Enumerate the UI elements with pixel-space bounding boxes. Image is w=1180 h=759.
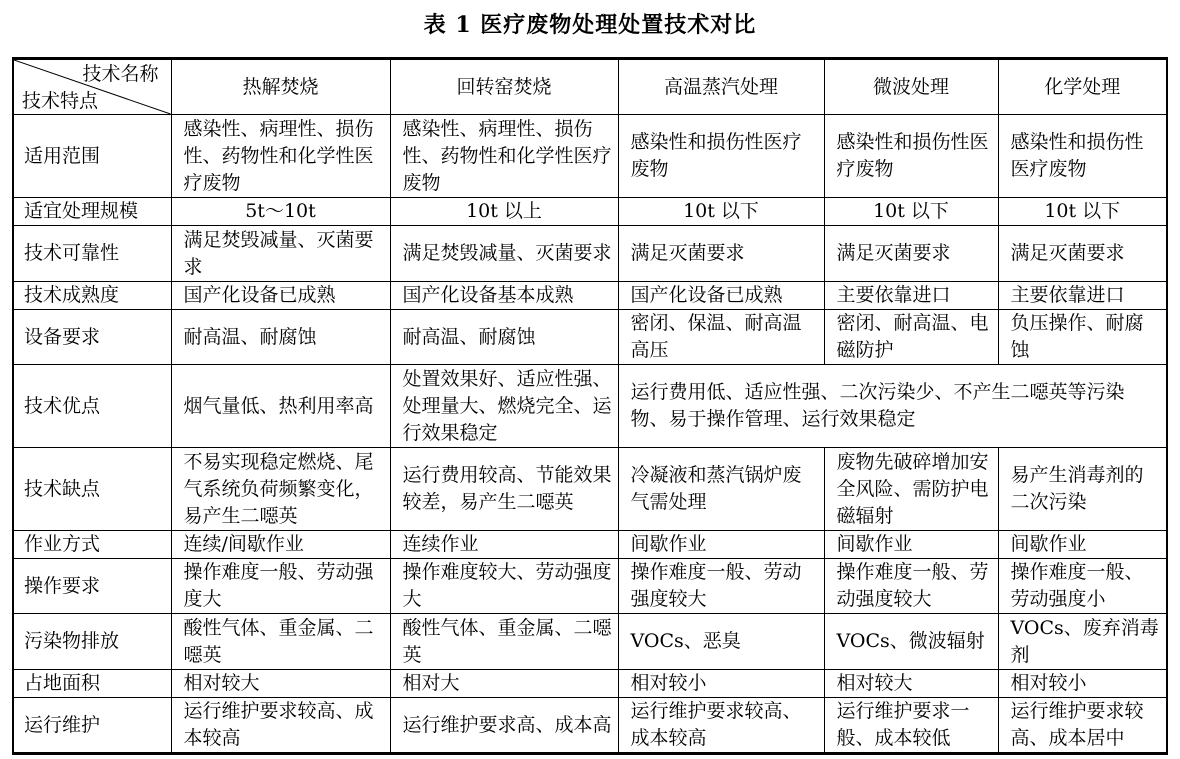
row-label: 作业方式 <box>13 531 171 559</box>
table-cell: 耐高温、耐腐蚀 <box>171 310 390 365</box>
table-cell: 易产生消毒剂的二次污染 <box>998 448 1167 531</box>
row-label: 污染物排放 <box>13 614 171 670</box>
table-cell: 满足焚毁减量、灭菌要求 <box>390 226 618 282</box>
row-label: 占地面积 <box>13 670 171 698</box>
row-label: 操作要求 <box>13 559 171 614</box>
table-cell: 主要依靠进口 <box>824 282 998 310</box>
table-row <box>13 531 1167 559</box>
table-cell: 10t 以上 <box>390 198 618 226</box>
table-cell: VOCs、废弃消毒剂 <box>998 614 1167 670</box>
table-cell: 主要依靠进口 <box>998 282 1167 310</box>
table-cell: 满足灭菌要求 <box>618 226 824 282</box>
table-cell: 冷凝液和蒸汽锅炉废气需处理 <box>618 448 824 531</box>
table-cell: 酸性气体、重金属、二噁英 <box>171 614 390 670</box>
row-label: 技术优点 <box>13 365 171 448</box>
table-cell: 满足焚毁减量、灭菌要求 <box>171 226 390 282</box>
table-cell: 国产化设备已成熟 <box>618 282 824 310</box>
table-cell: 废物先破碎增加安全风险、需防护电磁辐射 <box>824 448 998 531</box>
table-cell: 运行维护要求高、成本高 <box>390 698 618 754</box>
table-row <box>13 198 1167 226</box>
table-cell: 感染性和损伤性医疗废物 <box>618 115 824 198</box>
table-cell: 相对大 <box>390 670 618 698</box>
table-row <box>13 365 1167 448</box>
table-cell: 运行维护要求较高、成本居中 <box>998 698 1167 754</box>
table-title: 表 1 医疗废物处理处置技术对比 <box>423 12 757 38</box>
table-cell: 10t 以下 <box>824 198 998 226</box>
table-row <box>13 614 1167 670</box>
table-row <box>13 670 1167 698</box>
table-row <box>13 448 1167 531</box>
table-cell: 操作难度一般、劳动强度小 <box>998 559 1167 614</box>
column-header: 高温蒸汽处理 <box>618 59 824 115</box>
table-cell: 国产化设备已成熟 <box>171 282 390 310</box>
table-cell: 运行维护要求一般、成本较低 <box>824 698 998 754</box>
table-cell: 5t～10t <box>171 198 390 226</box>
table-cell: 操作难度较大、劳动强度大 <box>390 559 618 614</box>
table-cell: 间歇作业 <box>824 531 998 559</box>
row-label: 设备要求 <box>13 310 171 365</box>
table-cell: 感染性和损伤性医疗废物 <box>998 115 1167 198</box>
table-cell: 负压操作、耐腐蚀 <box>998 310 1167 365</box>
table-cell: 操作难度一般、劳动强度较大 <box>824 559 998 614</box>
merged-table-cell: 运行费用低、适应性强、二次污染少、不产生二噁英等污染物、易于操作管理、运行效果稳定 <box>618 365 1167 448</box>
table-cell: 运行维护要求较高、成本较高 <box>171 698 390 754</box>
row-label: 运行维护 <box>13 698 171 754</box>
table-cell: 10t 以下 <box>998 198 1167 226</box>
table-row <box>13 282 1167 310</box>
table-row <box>13 559 1167 614</box>
row-label: 适宜处理规模 <box>13 198 171 226</box>
table-cell: 满足灭菌要求 <box>824 226 998 282</box>
row-label: 技术成熟度 <box>13 282 171 310</box>
table-cell: 间歇作业 <box>998 531 1167 559</box>
table-cell: 耐高温、耐腐蚀 <box>390 310 618 365</box>
table-cell: 运行费用较高、节能效果较差，易产生二噁英 <box>390 448 618 531</box>
table-cell: 间歇作业 <box>618 531 824 559</box>
header-row <box>13 59 1167 115</box>
table-cell: 操作难度一般、劳动强度大 <box>171 559 390 614</box>
corner-cell <box>13 59 171 115</box>
table-cell: 操作难度一般、劳动强度较大 <box>618 559 824 614</box>
column-header: 热解焚烧 <box>171 59 390 115</box>
table-row <box>13 226 1167 282</box>
table-cell: 感染性和损伤性医疗废物 <box>824 115 998 198</box>
table-cell: 密闭、保温、耐高温高压 <box>618 310 824 365</box>
table-cell: 酸性气体、重金属、二噁英 <box>390 614 618 670</box>
row-label: 技术缺点 <box>13 448 171 531</box>
table-cell: 感染性、病理性、损伤性、药物性和化学性医疗废物 <box>390 115 618 198</box>
table-cell: 10t 以下 <box>618 198 824 226</box>
table-cell: 相对较小 <box>618 670 824 698</box>
column-header: 回转窑焚烧 <box>390 59 618 115</box>
table-cell: 密闭、耐高温、电磁防护 <box>824 310 998 365</box>
table-row <box>13 698 1167 754</box>
corner-bottom-label: 技术特点 <box>22 90 99 112</box>
table-cell: 连续/间歇作业 <box>171 531 390 559</box>
table-cell: 相对较大 <box>171 670 390 698</box>
table-cell: VOCs、微波辐射 <box>824 614 998 670</box>
table-cell: 运行维护要求较高、成本较高 <box>618 698 824 754</box>
table-cell: 不易实现稳定燃烧、尾气系统负荷频繁变化，易产生二噁英 <box>171 448 390 531</box>
table-cell: 满足灭菌要求 <box>998 226 1167 282</box>
corner-top-label: 技术名称 <box>82 63 159 85</box>
table-cell: 处置效果好、适应性强、处理量大、燃烧完全、运行效果稳定 <box>390 365 618 448</box>
table-cell: VOCs、恶臭 <box>618 614 824 670</box>
table-row <box>13 115 1167 198</box>
column-header: 微波处理 <box>824 59 998 115</box>
column-header: 化学处理 <box>998 59 1167 115</box>
row-label: 适用范围 <box>13 115 171 198</box>
table-cell: 国产化设备基本成熟 <box>390 282 618 310</box>
table-cell: 感染性、病理性、损伤性、药物性和化学性医疗废物 <box>171 115 390 198</box>
table-cell: 烟气量低、热利用率高 <box>171 365 390 448</box>
table-cell: 相对较小 <box>998 670 1167 698</box>
table-cell: 连续作业 <box>390 531 618 559</box>
table-row <box>13 310 1167 365</box>
row-label: 技术可靠性 <box>13 226 171 282</box>
comparison-table <box>12 57 1168 755</box>
table-cell: 相对较大 <box>824 670 998 698</box>
